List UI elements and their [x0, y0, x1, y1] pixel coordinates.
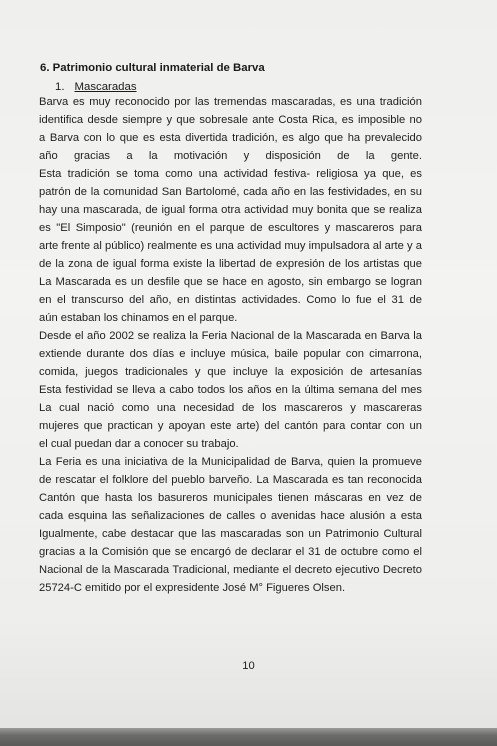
page-bottom-edge	[0, 728, 497, 746]
body-line: patrón de la comunidad San Bartolomé, cada año en las festividades, en su	[39, 186, 422, 198]
body-line: gracias a la Comisión que se encargó de declarar el 31 de octubre como el	[39, 546, 422, 558]
body-line: cada esquina las señalizaciones de calles o avenidas hace alusión a esta	[39, 510, 422, 522]
body-line: La cual nació como una necesidad de los mascareros y mascareras	[39, 402, 422, 414]
subsection-title: Mascaradas	[74, 81, 137, 93]
body-line: La Mascarada es un desfile que se hace en agosto, sin embargo se logran	[39, 276, 422, 288]
body-line: año gracias a la motivación y disposición de la gente.	[39, 150, 422, 162]
body-line: de la zona de igual forma existe la libertad de expresión de los artistas que	[39, 258, 422, 270]
body-line: Cantón que hasta los basureros municipales tienen máscaras en vez de	[39, 492, 422, 504]
body-line: aún estaban los chinamos en el parque.	[39, 312, 238, 324]
body-line: comida, juegos tradicionales y que incluye la exposición de artesanías	[39, 366, 422, 378]
body-line: en el transcurso del año, en distintas actividades. Como lo fue el 31 de	[39, 294, 422, 306]
body-line: Esta festividad se lleva a cabo todos los años en la última semana del mes	[39, 384, 422, 396]
body-line: es "El Simposio" (reunión en el parque de escultores y mascareros para	[39, 222, 422, 234]
body-line: mujeres que practican y apoyan este arte) del cantón para contar con un	[39, 420, 422, 432]
body-line: de rescatar el folklore del pueblo barveño. La Mascarada es tan reconocida	[39, 474, 422, 486]
section-heading: 6. Patrimonio cultural inmaterial de Barva	[40, 62, 265, 74]
body-line: extiende durante dos días e incluye música, baile popular con cimarrona,	[39, 348, 422, 360]
body-line: 25724-C emitido por el expresidente José M° Figueres Olsen.	[39, 582, 346, 594]
subsection-number: 1.	[55, 81, 65, 93]
body-line: el cual puedan dar a conocer su trabajo.	[39, 438, 239, 450]
body-line: Esta tradición se toma como una actividad festiva- religiosa ya que, es	[39, 168, 422, 180]
body-line: arte frente al público) realmente es una actividad muy impulsadora al arte y a	[39, 240, 422, 252]
body-line: Igualmente, cabe destacar que las mascaradas son un Patrimonio Cultural	[39, 528, 422, 540]
body-line: La Feria es una iniciativa de la Municipalidad de Barva, quien la promueve	[39, 456, 422, 468]
body-line: a Barva con lo que es esta divertida tradición, es algo que ha prevalecido	[39, 132, 422, 144]
body-line: hay una mascarada, de igual forma otra actividad muy bonita que se realiza	[39, 204, 422, 216]
body-line: Nacional de la Mascarada Tradicional, mediante el decreto ejecutivo Decreto	[39, 564, 422, 576]
body-line: Barva es muy reconocido por las tremendas mascaradas, es una tradición	[39, 96, 422, 108]
page-number: 10	[242, 660, 255, 672]
subsection-heading	[55, 81, 137, 93]
body-line: Desde el año 2002 se realiza la Feria Nacional de la Mascarada en Barva la	[39, 330, 422, 342]
body-line: identifica desde siempre y que sobresale ante Costa Rica, es imposible no	[39, 114, 422, 126]
